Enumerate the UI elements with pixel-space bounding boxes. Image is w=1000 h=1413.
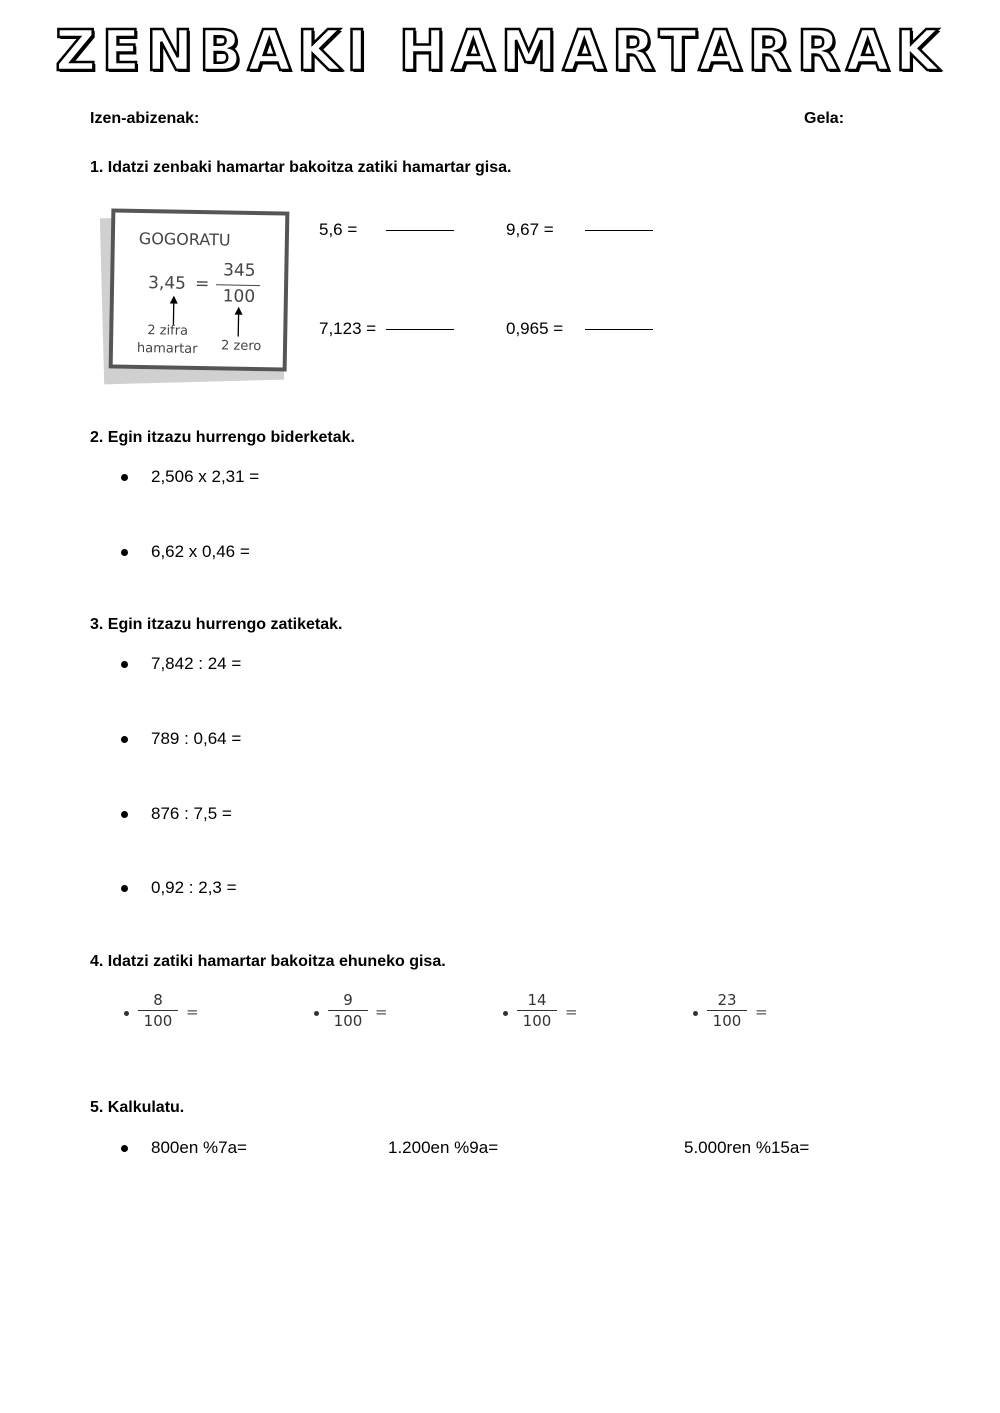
s3-item-4: 0,92 : 2,3 = <box>151 878 237 897</box>
reminder-card <box>109 208 290 371</box>
page-title: ZENBAKI HAMARTARRAK <box>55 19 945 84</box>
s1-item-4: 0,965 = <box>506 319 564 338</box>
fraction <box>136 991 180 1030</box>
fraction-numerator: 9 <box>343 991 353 1009</box>
bullet <box>121 736 128 743</box>
fraction-numerator: 8 <box>153 991 163 1009</box>
reminder-decimal: 3,45 <box>147 273 187 294</box>
bullet <box>121 474 128 481</box>
bullet <box>121 885 128 892</box>
fraction <box>705 991 749 1030</box>
reminder-numerator: 345 <box>222 260 256 281</box>
s1-item-1: 5,6 = <box>319 220 358 239</box>
s5-item-2: 1.200en %9a= <box>388 1138 499 1157</box>
answer-line[interactable] <box>585 329 653 330</box>
bullet <box>314 1011 319 1016</box>
answer-line[interactable] <box>386 230 454 231</box>
s1-item-3: 7,123 = <box>319 319 377 338</box>
fraction-bar <box>707 1010 747 1011</box>
bullet <box>121 661 128 668</box>
fraction-bar <box>328 1010 368 1011</box>
fraction-denominator: 100 <box>333 1012 363 1030</box>
s3-item-3: 876 : 7,5 = <box>151 804 232 823</box>
fraction-bar <box>517 1010 557 1011</box>
bullet <box>124 1011 129 1016</box>
reminder-note-left-2: hamartar <box>136 340 198 357</box>
equals-sign: = <box>186 1003 199 1021</box>
s1-item-2: 9,67 = <box>506 220 554 239</box>
bullet <box>121 549 128 556</box>
fraction <box>326 991 370 1030</box>
answer-line[interactable] <box>585 230 653 231</box>
s2-item-2: 6,62 x 0,46 = <box>151 542 250 561</box>
reminder-equals: = <box>194 273 210 295</box>
bullet <box>121 811 128 818</box>
section-1-heading: 1. Idatzi zenbaki hamartar bakoitza zatiki hamartar gisa. <box>90 159 512 176</box>
fraction-denominator: 100 <box>522 1012 552 1030</box>
equals-sign: = <box>565 1003 578 1021</box>
fraction-bar <box>138 1010 178 1011</box>
equals-sign: = <box>375 1003 388 1021</box>
fraction-denominator: 100 <box>712 1012 742 1030</box>
reminder-note-left-1: 2 zifra <box>147 323 189 339</box>
s2-item-1: 2,506 x 2,31 = <box>151 467 260 486</box>
section-5-heading: 5. Kalkulatu. <box>90 1099 185 1116</box>
bullet <box>693 1011 698 1016</box>
reminder-note-right: 2 zero <box>220 338 262 355</box>
section-4-heading: 4. Idatzi zatiki hamartar bakoitza ehuneko gisa. <box>90 953 446 970</box>
reminder-title: GOGORATU <box>138 228 231 250</box>
fraction <box>515 991 559 1030</box>
s3-item-2: 789 : 0,64 = <box>151 729 242 748</box>
section-2-heading: 2. Egin itzazu hurrengo biderketak. <box>90 429 355 446</box>
fraction-denominator: 100 <box>143 1012 173 1030</box>
bullet <box>503 1011 508 1016</box>
name-label: Izen-abizenak: <box>90 110 200 127</box>
fraction-numerator: 14 <box>527 991 547 1009</box>
s5-item-3: 5.000ren %15a= <box>684 1138 810 1157</box>
bullet <box>121 1145 128 1152</box>
fraction-numerator: 23 <box>717 991 737 1009</box>
answer-line[interactable] <box>386 329 454 330</box>
equals-sign: = <box>755 1003 768 1021</box>
arrow-up-icon <box>163 295 184 325</box>
s3-item-1: 7,842 : 24 = <box>151 654 242 673</box>
s5-item-1: 800en %7a= <box>151 1138 247 1157</box>
section-3-heading: 3. Egin itzazu hurrengo zatiketak. <box>90 616 343 633</box>
reminder-denominator: 100 <box>222 286 256 307</box>
class-label: Gela: <box>804 110 845 127</box>
arrow-up-icon <box>228 307 249 337</box>
